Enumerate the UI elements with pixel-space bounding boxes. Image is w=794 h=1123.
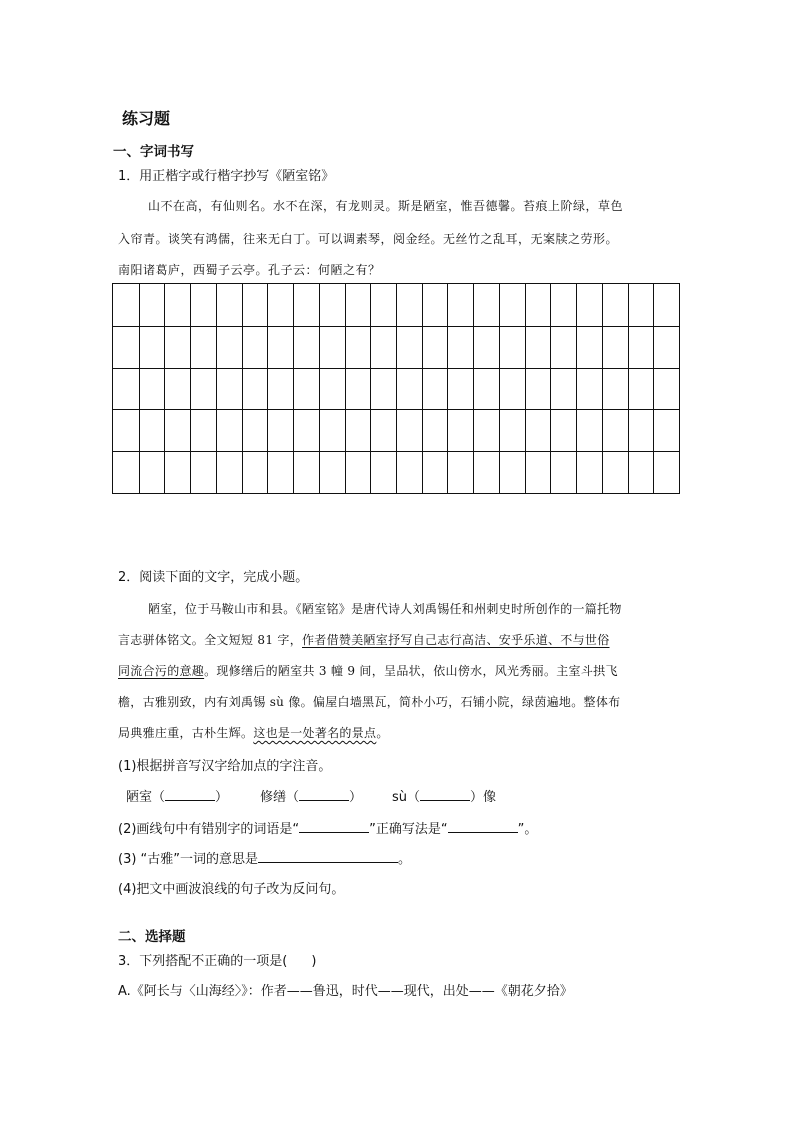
passage-text: 局典雅庄重，古朴生辉。 [118,726,254,740]
passage-line-4: 檐，古雅别致，内有刘禹锡 sù 像。偏屋白墙黑瓦，简朴小巧，石铺小院，绿茵遍地。整体布 [118,695,621,709]
question-2-prompt: 2．阅读下面的文字，完成小题。 [118,570,309,585]
passage-text: 。 [376,726,389,740]
wavy-underlined-sentence: 这也是一处著名的景点 [253,726,377,740]
passage-line-5 [118,724,389,741]
passage-line-1: 陋室，位于马鞍山市和县。《陋室铭》是唐代诗人刘禹锡任和州刺史时所创作的一篇托物 [148,602,622,616]
pinyin-item-lou: 陋室（ ） [126,790,229,805]
passage-line-3 [118,662,618,679]
passage-text: 言志骈体铭文。全文短短 81 字， [118,633,302,647]
option-a[interactable]: A.《阿长与〈山海经〉》：作者——鲁迅，时代——现代，出处——《朝花夕拾》 [118,984,573,999]
writing-grid[interactable] [112,283,680,494]
section-heading-word-writing: 一、字词书写 [113,144,194,160]
answer-blank-meaning[interactable] [258,850,398,863]
section-heading-multiple-choice: 二、选择题 [118,929,186,945]
writing-grid-lines [113,284,681,495]
subquestion-2: (2)画线句中有错别字的词语是“ ”正确写法是“ ”。 [118,822,538,837]
pinyin-item-shan: 修缮（ ） [260,790,363,805]
answer-blank-su[interactable] [420,788,470,801]
poem-line-1: 山不在高，有仙则名。水不在深，有龙则灵。斯是陋室，惟吾德馨。苔痕上阶绿，草色 [148,199,624,213]
answer-blank-correct-word[interactable] [448,820,518,833]
subquestion-4: (4)把文中画波浪线的句子改为反问句。 [118,882,345,897]
passage-text: 。现修缮后的陋室共 3 幢 9 间，呈品状，依山傍水，风光秀丽。主室斗拱飞 [204,664,618,678]
subquestion-1: (1)根据拼音写汉字给加点的字注音。 [118,759,332,774]
question-3-prompt: 3．下列搭配不正确的一项是( ) [118,954,317,969]
question-1-prompt: 1．用正楷字或行楷字抄写《陋室铭》 [118,169,335,184]
answer-blank-shan[interactable] [299,788,349,801]
page-title: 练习题 [122,109,171,128]
subquestion-3: (3) “古雅”一词的意思是 。 [118,852,412,867]
answer-blank-wrong-word[interactable] [299,820,369,833]
poem-line-3: 南阳诸葛庐，西蜀子云亭。孔子云：何陋之有？ [118,263,381,277]
underlined-sentence: 作者借赞美陋室抒写自己志行高洁、安乎乐道、不与世俗 [302,633,610,647]
poem-line-2: 入帘青。谈笑有鸿儒，往来无白丁。可以调素琴，阅金经。无丝竹之乱耳，无案牍之劳形。 [118,232,619,246]
passage-line-2 [118,631,610,648]
pinyin-item-su: sù（ ）像 [392,790,497,805]
underlined-sentence-end: 同流合污的意趣 [118,664,205,678]
answer-blank-lou[interactable] [165,788,215,801]
